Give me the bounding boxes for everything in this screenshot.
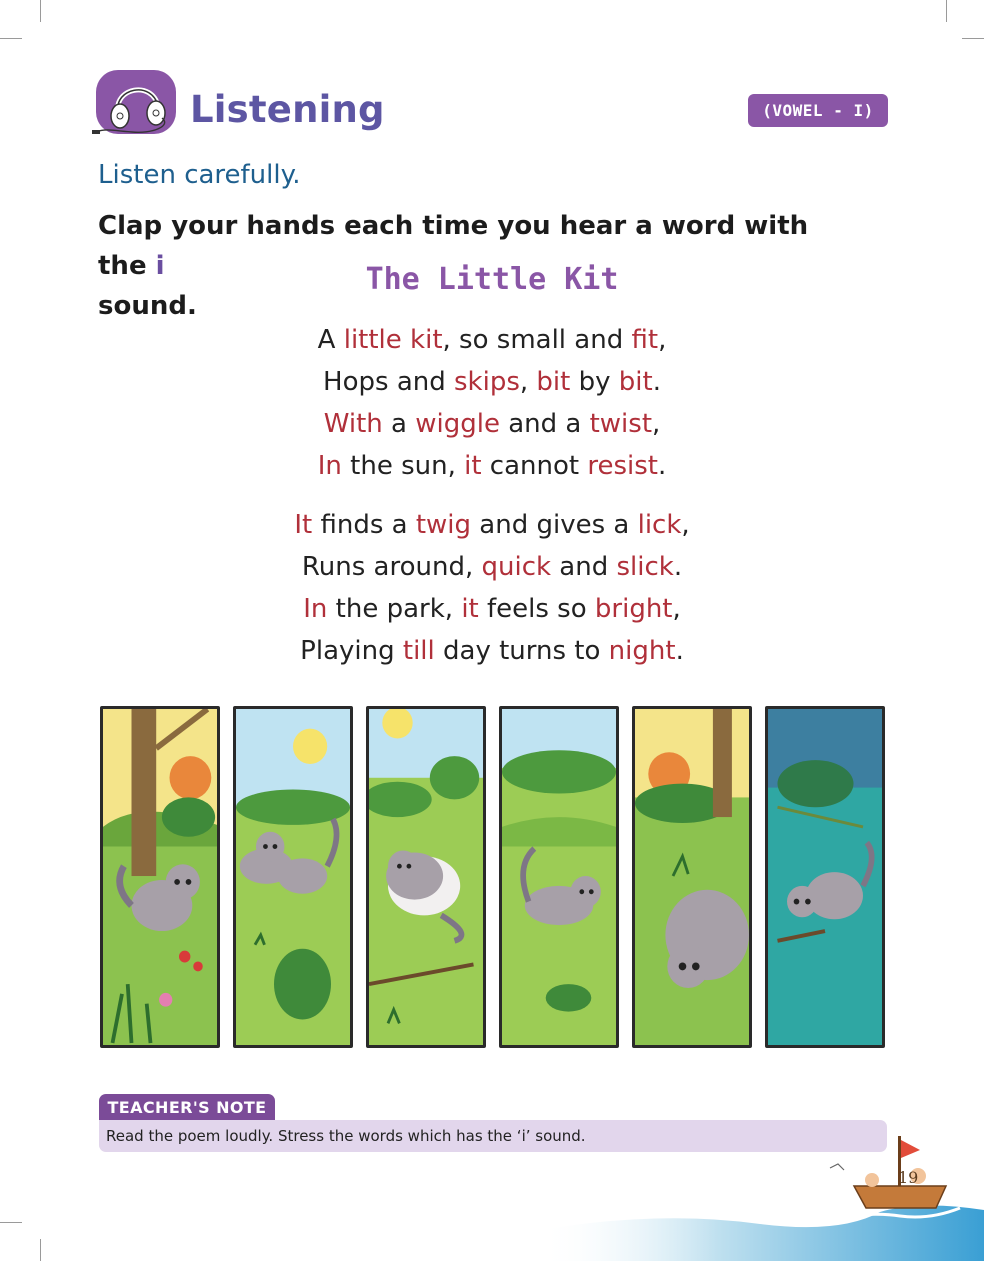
i-sound-word: night <box>608 636 676 666</box>
i-sound-word: With <box>323 409 383 439</box>
poem-line <box>0 630 984 672</box>
i-sound-word: till <box>402 636 435 666</box>
poem-text: Hops and <box>323 367 454 397</box>
illustration-panel-6 <box>765 706 885 1048</box>
poem-line <box>0 361 984 403</box>
poem-line <box>0 403 984 445</box>
illustration-strip <box>100 706 890 1052</box>
instruction-listen: Listen carefully. <box>98 160 301 190</box>
instruction-highlight-letter: i <box>155 251 165 281</box>
poem-text: , <box>519 367 537 397</box>
poem-text: , <box>672 594 681 624</box>
poem-text: and <box>551 552 617 582</box>
poem-text: finds a <box>312 510 416 540</box>
poem-title: The Little Kit <box>365 262 619 297</box>
i-sound-word: twist <box>589 409 653 439</box>
i-sound-word: bit <box>536 367 571 397</box>
poem-text: and a <box>499 409 590 439</box>
crop-mark <box>40 1239 41 1261</box>
poem-text: A <box>317 325 344 355</box>
poem-text: . <box>675 636 684 666</box>
i-sound-word: little <box>343 325 402 355</box>
poem-text: . <box>673 552 683 582</box>
crop-mark <box>962 38 984 39</box>
poem-text: and gives a <box>471 510 638 540</box>
illustration-panel-4 <box>499 706 619 1048</box>
page-title: Listening <box>190 88 385 131</box>
poem-text: , so small and <box>442 325 632 355</box>
illustration-panel-3 <box>366 706 486 1048</box>
i-sound-word: It <box>294 510 313 540</box>
i-sound-word: it <box>461 594 479 624</box>
poem-line <box>0 504 984 546</box>
poem-text: , <box>681 510 690 540</box>
poem-text: . <box>652 367 661 397</box>
crop-mark <box>946 0 947 22</box>
i-sound-word: it <box>464 451 482 481</box>
poem-text: , <box>652 409 661 439</box>
instruction-clap-end: sound. <box>98 291 197 321</box>
i-sound-word: fit <box>631 325 659 355</box>
poem-line <box>0 445 984 487</box>
poem-text: day turns to <box>434 636 609 666</box>
poem-text: , <box>658 325 667 355</box>
teachers-note-text: Read the poem loudly. Stress the words which has the ‘i’ sound. <box>99 1120 887 1152</box>
crop-mark <box>0 38 22 39</box>
i-sound-word: twig <box>415 510 472 540</box>
i-sound-word: bright <box>594 594 673 624</box>
poem-text: by <box>570 367 619 397</box>
poem-line <box>0 319 984 361</box>
i-sound-word: quick <box>481 552 552 582</box>
illustration-panel-1 <box>100 706 220 1048</box>
poem-stanza-2 <box>0 504 984 672</box>
poem-text: a <box>382 409 416 439</box>
poem-text: feels so <box>478 594 595 624</box>
illustration-panel-2 <box>233 706 353 1048</box>
poem-line <box>0 546 984 588</box>
boat-icon <box>820 1128 970 1238</box>
i-sound-word: slick <box>616 552 674 582</box>
page-number: 19 <box>898 1168 919 1187</box>
i-sound-word: kit <box>410 325 443 355</box>
i-sound-word: In <box>303 594 328 624</box>
teachers-note-label: TEACHER'S NOTE <box>99 1094 275 1121</box>
i-sound-word: wiggle <box>415 409 500 439</box>
crop-mark <box>0 1222 22 1223</box>
poem-stanza-1 <box>0 319 984 487</box>
illustration-panel-5 <box>632 706 752 1048</box>
i-sound-word: resist <box>587 451 658 481</box>
poem-text: cannot <box>481 451 588 481</box>
instruction-clap-text: Clap your hands each time you hear a word with the <box>98 211 809 281</box>
poem-text: . <box>658 451 667 481</box>
crop-mark <box>40 0 41 22</box>
poem-text: Playing <box>300 636 403 666</box>
i-sound-word: bit <box>618 367 653 397</box>
i-sound-word: skips <box>454 367 520 397</box>
i-sound-word: In <box>317 451 342 481</box>
poem-text <box>402 325 410 355</box>
vowel-badge: (VOWEL - I) <box>748 94 888 127</box>
poem-text: the park, <box>327 594 462 624</box>
i-sound-word: lick <box>637 510 682 540</box>
headphones-icon <box>92 68 184 140</box>
poem-text: the sun, <box>341 451 465 481</box>
poem-text: Runs around, <box>301 552 482 582</box>
poem-line <box>0 588 984 630</box>
